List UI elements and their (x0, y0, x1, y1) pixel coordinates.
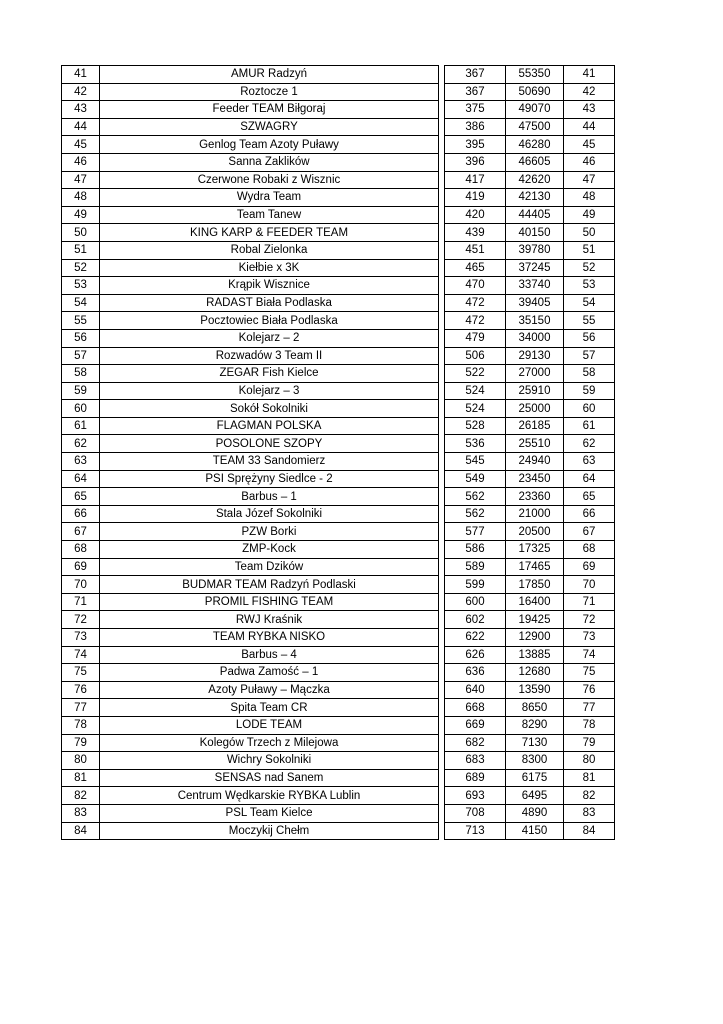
table-row (62, 241, 615, 259)
team-name-cell: Sokół Sokolniki (100, 400, 439, 418)
points-cell: 472 (445, 294, 506, 312)
points-cell: 549 (445, 470, 506, 488)
points-cell: 708 (445, 804, 506, 822)
points-cell: 522 (445, 365, 506, 383)
team-name-cell: PZW Borki (100, 523, 439, 541)
team-name-cell: Barbus – 1 (100, 488, 439, 506)
place-cell: 77 (564, 699, 615, 717)
team-name-cell: FLAGMAN POLSKA (100, 417, 439, 435)
place-cell: 46 (564, 153, 615, 171)
table-row (62, 83, 615, 101)
weight-cell: 6175 (506, 769, 564, 787)
table-row (62, 417, 615, 435)
place-cell: 50 (564, 224, 615, 242)
team-name-cell: Czerwone Robaki z Wisznic (100, 171, 439, 189)
weight-cell: 34000 (506, 329, 564, 347)
team-name-cell: Sanna Zaklików (100, 153, 439, 171)
table-row (62, 611, 615, 629)
weight-cell: 20500 (506, 523, 564, 541)
weight-cell: 8650 (506, 699, 564, 717)
table-row (62, 312, 615, 330)
points-cell: 528 (445, 417, 506, 435)
table-row (62, 101, 615, 119)
place-cell: 81 (564, 769, 615, 787)
row-number-cell: 55 (62, 312, 100, 330)
place-cell: 75 (564, 664, 615, 682)
weight-cell: 27000 (506, 365, 564, 383)
team-name-cell: Pocztowiec Biała Podlaska (100, 312, 439, 330)
points-cell: 419 (445, 189, 506, 207)
team-name-cell: LODE TEAM (100, 716, 439, 734)
points-cell: 524 (445, 382, 506, 400)
table-row (62, 347, 615, 365)
row-number-cell: 73 (62, 629, 100, 647)
team-name-cell: Centrum Wędkarskie RYBKA Lublin (100, 787, 439, 805)
table-row (62, 804, 615, 822)
place-cell: 84 (564, 822, 615, 840)
place-cell: 74 (564, 646, 615, 664)
team-name-cell: SZWAGRY (100, 118, 439, 136)
row-number-cell: 57 (62, 347, 100, 365)
place-cell: 47 (564, 171, 615, 189)
weight-cell: 7130 (506, 734, 564, 752)
points-cell: 545 (445, 453, 506, 471)
place-cell: 76 (564, 681, 615, 699)
place-cell: 67 (564, 523, 615, 541)
weight-cell: 8290 (506, 716, 564, 734)
row-number-cell: 81 (62, 769, 100, 787)
row-number-cell: 49 (62, 206, 100, 224)
weight-cell: 29130 (506, 347, 564, 365)
row-number-cell: 58 (62, 365, 100, 383)
weight-cell: 44405 (506, 206, 564, 224)
points-cell: 562 (445, 488, 506, 506)
team-name-cell: ZEGAR Fish Kielce (100, 365, 439, 383)
table-row (62, 558, 615, 576)
table-row (62, 153, 615, 171)
table-row (62, 523, 615, 541)
table-row (62, 716, 615, 734)
team-name-cell: Roztocze 1 (100, 83, 439, 101)
place-cell: 45 (564, 136, 615, 154)
place-cell: 44 (564, 118, 615, 136)
row-number-cell: 41 (62, 66, 100, 84)
weight-cell: 17850 (506, 576, 564, 594)
points-cell: 386 (445, 118, 506, 136)
place-cell: 54 (564, 294, 615, 312)
table-row (62, 681, 615, 699)
row-number-cell: 78 (62, 716, 100, 734)
points-cell: 689 (445, 769, 506, 787)
points-cell: 577 (445, 523, 506, 541)
place-cell: 62 (564, 435, 615, 453)
place-cell: 64 (564, 470, 615, 488)
table-row (62, 470, 615, 488)
place-cell: 43 (564, 101, 615, 119)
row-number-cell: 84 (62, 822, 100, 840)
table-row (62, 629, 615, 647)
team-name-cell: TEAM 33 Sandomierz (100, 453, 439, 471)
table-row (62, 206, 615, 224)
row-number-cell: 70 (62, 576, 100, 594)
row-number-cell: 46 (62, 153, 100, 171)
place-cell: 42 (564, 83, 615, 101)
table-row (62, 646, 615, 664)
table-row (62, 259, 615, 277)
table-row (62, 822, 615, 840)
row-number-cell: 59 (62, 382, 100, 400)
table-row (62, 699, 615, 717)
team-name-cell: SENSAS nad Sanem (100, 769, 439, 787)
points-cell: 375 (445, 101, 506, 119)
results-table-body (62, 66, 615, 840)
weight-cell: 39405 (506, 294, 564, 312)
team-name-cell: Moczykij Chełm (100, 822, 439, 840)
table-row (62, 734, 615, 752)
team-name-cell: TEAM RYBKA NISKO (100, 629, 439, 647)
points-cell: 472 (445, 312, 506, 330)
row-number-cell: 68 (62, 541, 100, 559)
row-number-cell: 83 (62, 804, 100, 822)
table-row (62, 488, 615, 506)
team-name-cell: Genlog Team Azoty Puławy (100, 136, 439, 154)
row-number-cell: 47 (62, 171, 100, 189)
row-number-cell: 50 (62, 224, 100, 242)
table-row (62, 576, 615, 594)
table-row (62, 118, 615, 136)
points-cell: 562 (445, 505, 506, 523)
row-number-cell: 65 (62, 488, 100, 506)
weight-cell: 25000 (506, 400, 564, 418)
points-cell: 524 (445, 400, 506, 418)
team-name-cell: Feeder TEAM Biłgoraj (100, 101, 439, 119)
row-number-cell: 75 (62, 664, 100, 682)
place-cell: 48 (564, 189, 615, 207)
team-name-cell: AMUR Radzyń (100, 66, 439, 84)
team-name-cell: Kolejarz – 2 (100, 329, 439, 347)
weight-cell: 13590 (506, 681, 564, 699)
points-cell: 693 (445, 787, 506, 805)
table-row (62, 593, 615, 611)
points-cell: 439 (445, 224, 506, 242)
points-cell: 626 (445, 646, 506, 664)
weight-cell: 8300 (506, 752, 564, 770)
table-row (62, 382, 615, 400)
table-row (62, 136, 615, 154)
place-cell: 41 (564, 66, 615, 84)
table-row (62, 365, 615, 383)
team-name-cell: Barbus – 4 (100, 646, 439, 664)
table-row (62, 66, 615, 84)
weight-cell: 49070 (506, 101, 564, 119)
row-number-cell: 48 (62, 189, 100, 207)
team-name-cell: Krąpik Wisznice (100, 277, 439, 295)
table-row (62, 769, 615, 787)
table-row (62, 453, 615, 471)
place-cell: 82 (564, 787, 615, 805)
row-number-cell: 66 (62, 505, 100, 523)
weight-cell: 4150 (506, 822, 564, 840)
points-cell: 470 (445, 277, 506, 295)
weight-cell: 25510 (506, 435, 564, 453)
table-row (62, 224, 615, 242)
weight-cell: 40150 (506, 224, 564, 242)
points-cell: 668 (445, 699, 506, 717)
row-number-cell: 51 (62, 241, 100, 259)
row-number-cell: 74 (62, 646, 100, 664)
table-row (62, 294, 615, 312)
table-row (62, 787, 615, 805)
points-cell: 479 (445, 329, 506, 347)
weight-cell: 42130 (506, 189, 564, 207)
place-cell: 80 (564, 752, 615, 770)
table-row (62, 400, 615, 418)
weight-cell: 55350 (506, 66, 564, 84)
points-cell: 622 (445, 629, 506, 647)
points-cell: 396 (445, 153, 506, 171)
team-name-cell: ZMP-Kock (100, 541, 439, 559)
row-number-cell: 69 (62, 558, 100, 576)
place-cell: 55 (564, 312, 615, 330)
place-cell: 66 (564, 505, 615, 523)
team-name-cell: Team Tanew (100, 206, 439, 224)
weight-cell: 6495 (506, 787, 564, 805)
team-name-cell: BUDMAR TEAM Radzyń Podlaski (100, 576, 439, 594)
place-cell: 78 (564, 716, 615, 734)
place-cell: 49 (564, 206, 615, 224)
weight-cell: 23450 (506, 470, 564, 488)
row-number-cell: 67 (62, 523, 100, 541)
team-name-cell: Wydra Team (100, 189, 439, 207)
points-cell: 600 (445, 593, 506, 611)
points-cell: 367 (445, 66, 506, 84)
weight-cell: 46280 (506, 136, 564, 154)
place-cell: 53 (564, 277, 615, 295)
team-name-cell: RADAST Biała Podlaska (100, 294, 439, 312)
points-cell: 636 (445, 664, 506, 682)
table-row (62, 329, 615, 347)
row-number-cell: 45 (62, 136, 100, 154)
row-number-cell: 63 (62, 453, 100, 471)
weight-cell: 35150 (506, 312, 564, 330)
weight-cell: 47500 (506, 118, 564, 136)
row-number-cell: 79 (62, 734, 100, 752)
weight-cell: 23360 (506, 488, 564, 506)
team-name-cell: KING KARP & FEEDER TEAM (100, 224, 439, 242)
weight-cell: 21000 (506, 505, 564, 523)
team-name-cell: Kolejarz – 3 (100, 382, 439, 400)
points-cell: 669 (445, 716, 506, 734)
team-name-cell: Padwa Zamość – 1 (100, 664, 439, 682)
row-number-cell: 71 (62, 593, 100, 611)
table-row (62, 189, 615, 207)
row-number-cell: 72 (62, 611, 100, 629)
row-number-cell: 61 (62, 417, 100, 435)
points-cell: 506 (445, 347, 506, 365)
team-name-cell: Stala Józef Sokolniki (100, 505, 439, 523)
weight-cell: 25910 (506, 382, 564, 400)
place-cell: 72 (564, 611, 615, 629)
weight-cell: 17465 (506, 558, 564, 576)
place-cell: 52 (564, 259, 615, 277)
row-number-cell: 64 (62, 470, 100, 488)
results-table (61, 65, 615, 840)
row-number-cell: 53 (62, 277, 100, 295)
team-name-cell: Azoty Puławy – Mączka (100, 681, 439, 699)
place-cell: 56 (564, 329, 615, 347)
points-cell: 536 (445, 435, 506, 453)
points-cell: 465 (445, 259, 506, 277)
table-row (62, 505, 615, 523)
team-name-cell: PSI Sprężyny Siedlce - 2 (100, 470, 439, 488)
place-cell: 63 (564, 453, 615, 471)
table-row (62, 664, 615, 682)
weight-cell: 39780 (506, 241, 564, 259)
table-row (62, 541, 615, 559)
place-cell: 51 (564, 241, 615, 259)
points-cell: 589 (445, 558, 506, 576)
row-number-cell: 42 (62, 83, 100, 101)
points-cell: 602 (445, 611, 506, 629)
row-number-cell: 77 (62, 699, 100, 717)
weight-cell: 46605 (506, 153, 564, 171)
row-number-cell: 82 (62, 787, 100, 805)
place-cell: 69 (564, 558, 615, 576)
row-number-cell: 52 (62, 259, 100, 277)
points-cell: 367 (445, 83, 506, 101)
row-number-cell: 80 (62, 752, 100, 770)
place-cell: 57 (564, 347, 615, 365)
weight-cell: 42620 (506, 171, 564, 189)
weight-cell: 12900 (506, 629, 564, 647)
row-number-cell: 76 (62, 681, 100, 699)
weight-cell: 12680 (506, 664, 564, 682)
place-cell: 83 (564, 804, 615, 822)
team-name-cell: PSL Team Kielce (100, 804, 439, 822)
team-name-cell: RWJ Kraśnik (100, 611, 439, 629)
row-number-cell: 60 (62, 400, 100, 418)
table-row (62, 752, 615, 770)
weight-cell: 19425 (506, 611, 564, 629)
team-name-cell: Kiełbie x 3K (100, 259, 439, 277)
points-cell: 682 (445, 734, 506, 752)
team-name-cell: Team Dzików (100, 558, 439, 576)
weight-cell: 37245 (506, 259, 564, 277)
team-name-cell: PROMIL FISHING TEAM (100, 593, 439, 611)
table-row (62, 171, 615, 189)
place-cell: 65 (564, 488, 615, 506)
row-number-cell: 62 (62, 435, 100, 453)
weight-cell: 16400 (506, 593, 564, 611)
weight-cell: 4890 (506, 804, 564, 822)
weight-cell: 24940 (506, 453, 564, 471)
weight-cell: 50690 (506, 83, 564, 101)
row-number-cell: 44 (62, 118, 100, 136)
points-cell: 683 (445, 752, 506, 770)
table-row (62, 435, 615, 453)
row-number-cell: 56 (62, 329, 100, 347)
points-cell: 599 (445, 576, 506, 594)
place-cell: 61 (564, 417, 615, 435)
points-cell: 451 (445, 241, 506, 259)
weight-cell: 33740 (506, 277, 564, 295)
points-cell: 713 (445, 822, 506, 840)
weight-cell: 13885 (506, 646, 564, 664)
place-cell: 70 (564, 576, 615, 594)
points-cell: 640 (445, 681, 506, 699)
points-cell: 417 (445, 171, 506, 189)
table-row (62, 277, 615, 295)
row-number-cell: 43 (62, 101, 100, 119)
place-cell: 79 (564, 734, 615, 752)
place-cell: 58 (564, 365, 615, 383)
team-name-cell: Rozwadów 3 Team II (100, 347, 439, 365)
place-cell: 68 (564, 541, 615, 559)
weight-cell: 17325 (506, 541, 564, 559)
weight-cell: 26185 (506, 417, 564, 435)
place-cell: 71 (564, 593, 615, 611)
team-name-cell: Robal Zielonka (100, 241, 439, 259)
place-cell: 73 (564, 629, 615, 647)
team-name-cell: Wichry Sokolniki (100, 752, 439, 770)
place-cell: 60 (564, 400, 615, 418)
team-name-cell: Spita Team CR (100, 699, 439, 717)
team-name-cell: POSOLONE SZOPY (100, 435, 439, 453)
points-cell: 586 (445, 541, 506, 559)
place-cell: 59 (564, 382, 615, 400)
points-cell: 420 (445, 206, 506, 224)
team-name-cell: Kolegów Trzech z Milejowa (100, 734, 439, 752)
points-cell: 395 (445, 136, 506, 154)
row-number-cell: 54 (62, 294, 100, 312)
